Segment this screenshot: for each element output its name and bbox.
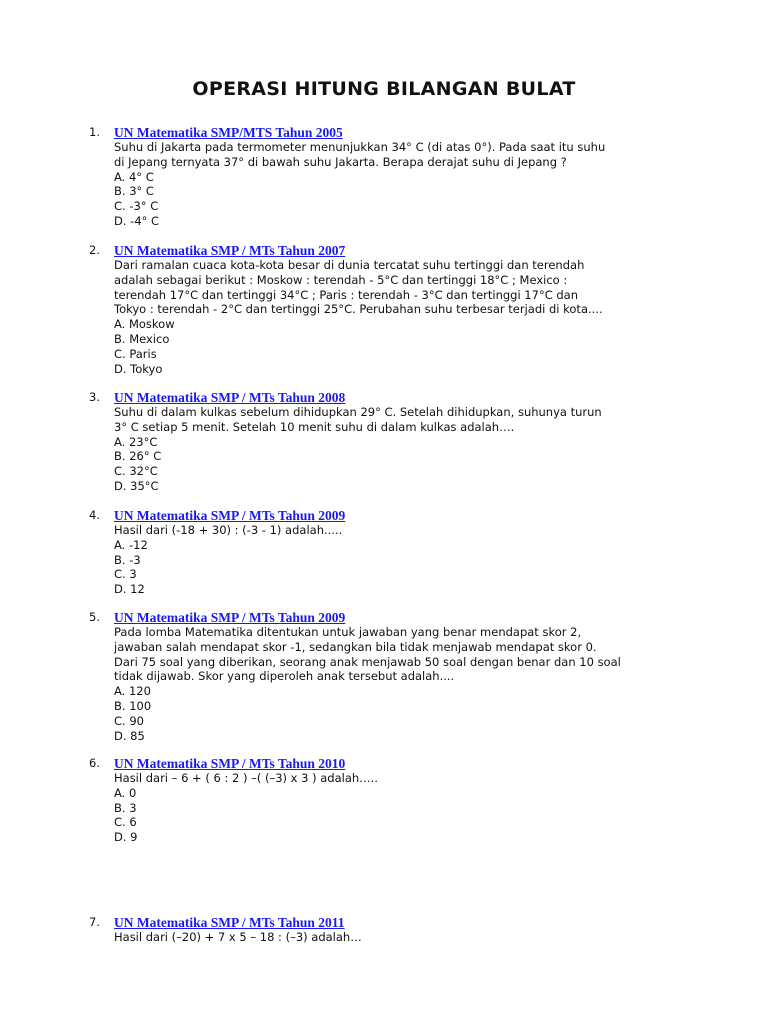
source-link[interactable]: UN Matematika SMP / MTs Tahun 2010 bbox=[114, 756, 346, 771]
question-body bbox=[114, 915, 634, 945]
question-number: 2. bbox=[89, 243, 100, 257]
question-text: terendah 17°C dan tertinggi 34°C ; Paris : terendah - 3°C dan tertinggi 17°C dan bbox=[114, 287, 579, 302]
answer-option-b: B. 100 bbox=[114, 698, 152, 713]
question-number: 4. bbox=[89, 508, 100, 522]
answer-option-c: C. 3 bbox=[114, 567, 137, 582]
question-text: jawaban salah mendapat skor -1, sedangkan bila tidak menjawab mendapat skor 0. bbox=[114, 639, 597, 654]
question-text: 3° C setiap 5 menit. Setelah 10 menit suhu di dalam kulkas adalah…. bbox=[114, 419, 515, 434]
answer-option-a: A. 23°C bbox=[114, 434, 158, 449]
page-title: OPERASI HITUNG BILANGAN BULAT bbox=[192, 78, 576, 100]
question-body bbox=[114, 390, 634, 494]
question-body bbox=[114, 508, 634, 597]
question-text: Hasil dari – 6 + ( 6 : 2 ) –( (–3) x 3 ) adalah….. bbox=[114, 771, 378, 785]
answer-option-c: C. -3° C bbox=[114, 199, 159, 214]
answer-option-a: A. 0 bbox=[114, 785, 137, 800]
question-text: tidak dijawab. Skor yang diperoleh anak tersebut adalah.... bbox=[114, 669, 455, 684]
answer-option-d: D. -4° C bbox=[114, 213, 160, 228]
question-number: 3. bbox=[89, 390, 100, 404]
answer-option-c: C. 90 bbox=[114, 713, 144, 728]
question-body bbox=[114, 243, 634, 376]
question-text: Dari 75 soal yang diberikan, seorang anak menjawab 50 soal dengan benar dan 10 soal bbox=[114, 654, 621, 669]
question-number: 6. bbox=[89, 756, 100, 770]
answer-option-b: B. Mexico bbox=[114, 331, 170, 346]
question-text: Dari ramalan cuaca kota-kota besar di dunia tercatat suhu tertinggi dan terendah bbox=[114, 258, 585, 272]
answer-option-c: C. 32°C bbox=[114, 464, 158, 479]
question-body bbox=[114, 610, 634, 743]
answer-option-a: A. -12 bbox=[114, 537, 148, 552]
question-body bbox=[114, 756, 634, 845]
answer-option-a: A. 4° C bbox=[114, 169, 154, 184]
answer-option-b: B. -3 bbox=[114, 552, 141, 567]
question-text: Hasil dari (–20) + 7 x 5 – 18 : (–3) adalah… bbox=[114, 930, 362, 944]
source-link[interactable]: UN Matematika SMP / MTs Tahun 2009 bbox=[114, 610, 346, 625]
answer-option-b: B. 26° C bbox=[114, 449, 162, 464]
answer-option-b: B. 3 bbox=[114, 800, 137, 815]
source-link[interactable]: UN Matematika SMP/MTS Tahun 2005 bbox=[114, 125, 343, 140]
answer-option-a: A. 120 bbox=[114, 684, 151, 699]
question-body bbox=[114, 125, 634, 229]
answer-option-a: A. Moskow bbox=[114, 317, 175, 332]
answer-option-d: D. 35°C bbox=[114, 478, 159, 493]
question-number: 7. bbox=[89, 915, 100, 929]
answer-option-d: D. 12 bbox=[114, 582, 145, 597]
question-number: 1. bbox=[89, 125, 100, 139]
question-text: Pada lomba Matematika ditentukan untuk jawaban yang benar mendapat skor 2, bbox=[114, 625, 582, 639]
answer-option-c: C. 6 bbox=[114, 815, 137, 830]
answer-option-c: C. Paris bbox=[114, 346, 157, 361]
question-text: Tokyo : terendah - 2°C dan tertinggi 25°C. Perubahan suhu terbesar terjadi di kota.... bbox=[114, 302, 603, 317]
question-text: Hasil dari (-18 + 30) : (-3 - 1) adalah..... bbox=[114, 523, 343, 537]
answer-option-b: B. 3° C bbox=[114, 184, 154, 199]
source-link[interactable]: UN Matematika SMP / MTs Tahun 2011 bbox=[114, 915, 345, 930]
question-text: di Jepang ternyata 37° di bawah suhu Jakarta. Berapa derajat suhu di Jepang ? bbox=[114, 154, 567, 169]
source-link[interactable]: UN Matematika SMP / MTs Tahun 2009 bbox=[114, 508, 346, 523]
answer-option-d: D. 85 bbox=[114, 728, 145, 743]
question-text: Suhu di Jakarta pada termometer menunjukkan 34° C (di atas 0°). Pada saat itu suhu bbox=[114, 140, 606, 154]
answer-option-d: D. 9 bbox=[114, 830, 138, 845]
question-text: Suhu di dalam kulkas sebelum dihidupkan 29° C. Setelah dihidupkan, suhunya turun bbox=[114, 405, 602, 419]
source-link[interactable]: UN Matematika SMP / MTs Tahun 2008 bbox=[114, 390, 346, 405]
answer-option-d: D. Tokyo bbox=[114, 361, 163, 376]
source-link[interactable]: UN Matematika SMP / MTs Tahun 2007 bbox=[114, 243, 346, 258]
question-text: adalah sebagai berikut : Moskow : terendah - 5°C dan tertinggi 18°C ; Mexico : bbox=[114, 272, 568, 287]
question-number: 5. bbox=[89, 610, 100, 624]
